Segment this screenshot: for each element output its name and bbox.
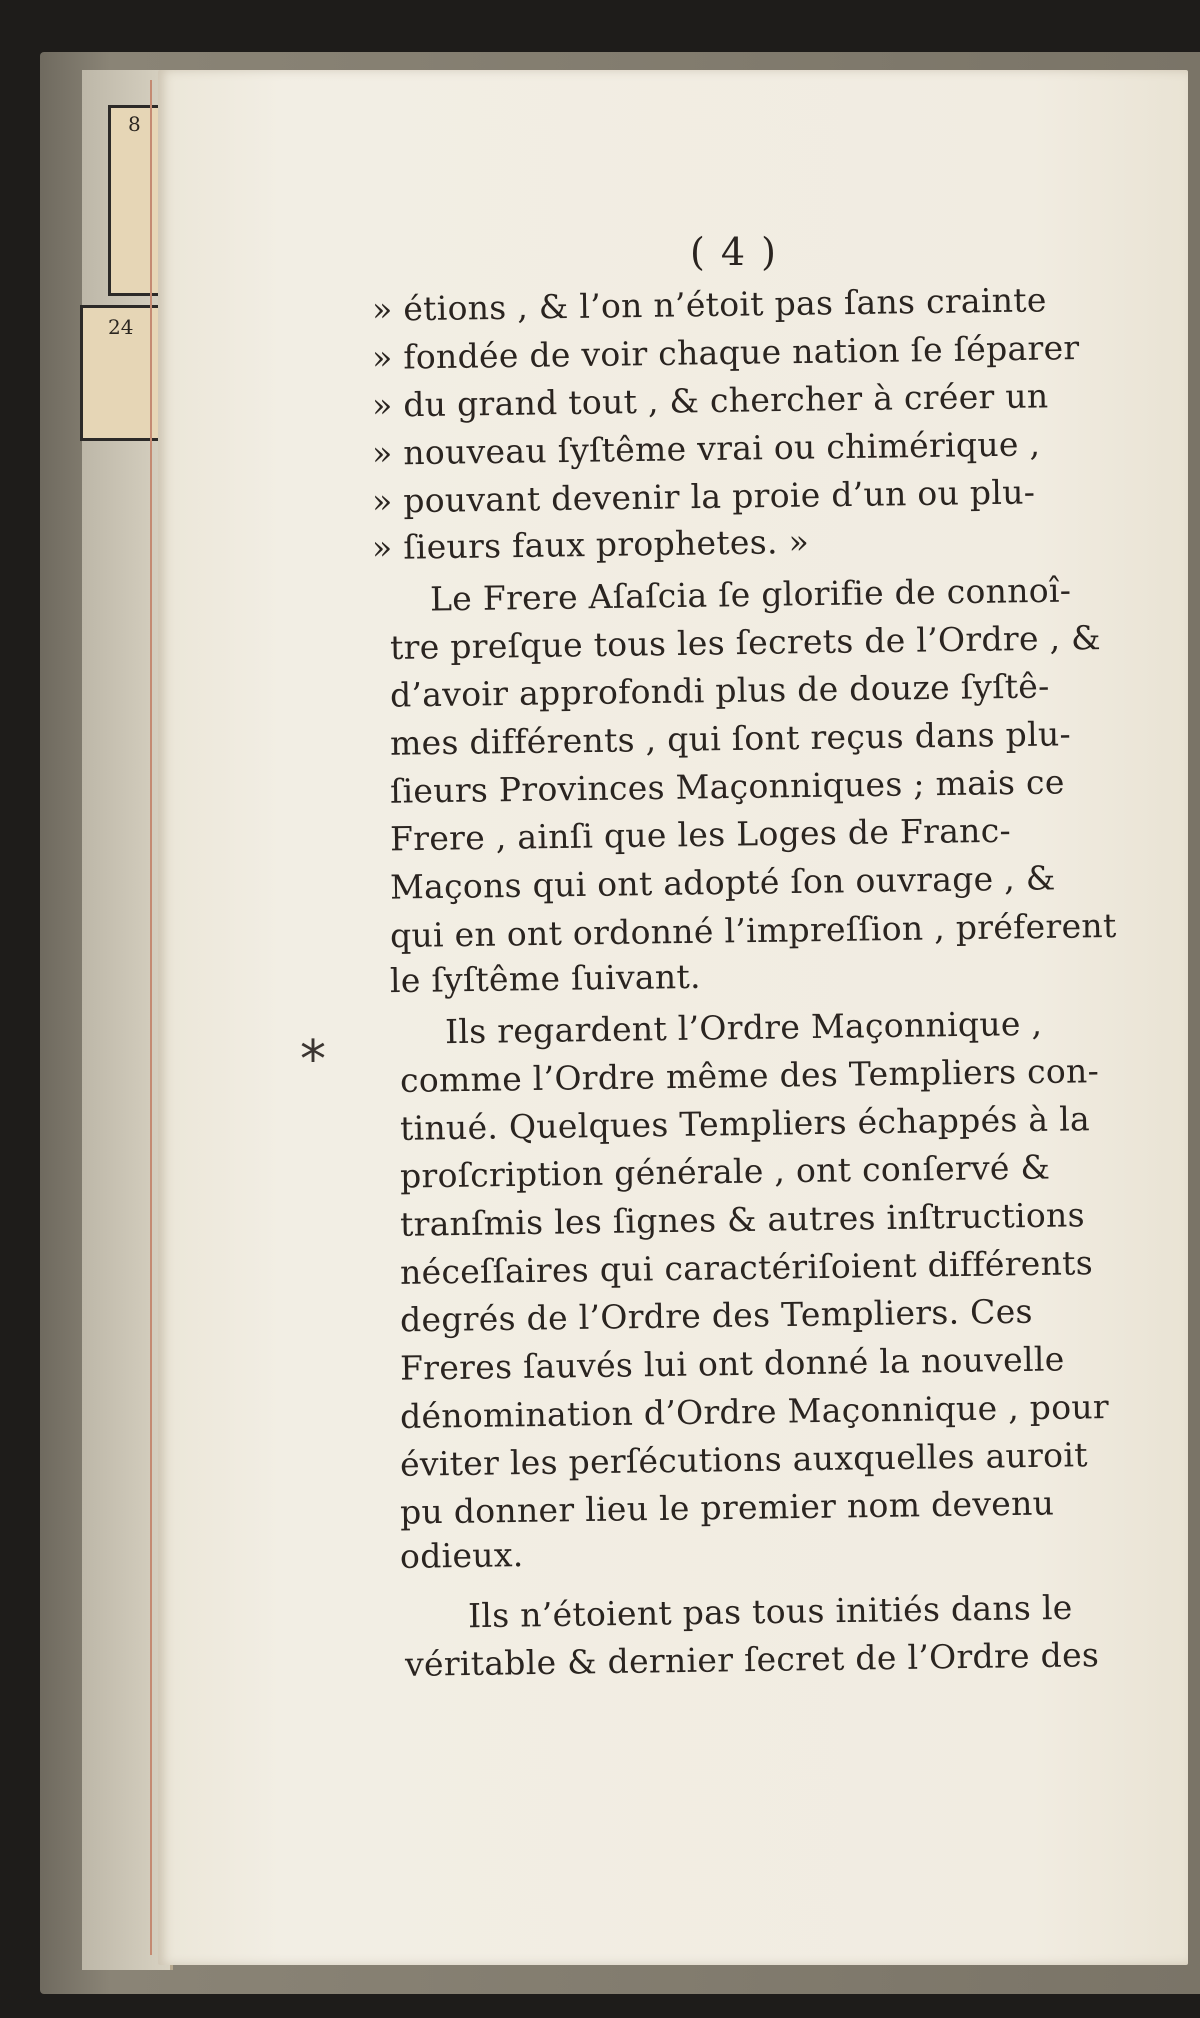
text-line: » du grand tout , & chercher à créer un (371, 376, 1049, 425)
text-line: véritable & dernier ſecret de l’Ordre des (404, 1635, 1100, 1684)
text-line: qui en ont ordonné l’impreſſion , préferent (389, 905, 1117, 956)
text-line: tre preſque tous les ſecrets de l’Ordre , & (389, 618, 1102, 667)
margin-mark: * (300, 1030, 326, 1090)
text-line: Frere , ainſi que les Loges de Franc- (389, 810, 1012, 859)
text-line: proſcription générale , ont conſervé & (399, 1147, 1051, 1196)
text-line: odieux. (399, 1535, 524, 1576)
text-line: degrés de l’Ordre des Templiers. Ces (399, 1291, 1034, 1340)
text-line: Freres ſauvés lui ont donné la nouvelle (399, 1339, 1065, 1388)
text-line: d’avoir approfondi plus de douze ſyſtê- (389, 666, 1050, 715)
text-line: Le Frere Aſaſcia ſe glorifie de connoî- (429, 570, 1072, 619)
text-line: ſieurs Provinces Maçonniques ; mais ce (389, 762, 1065, 811)
text-line: néceſſaires qui caractériſoient différents (399, 1243, 1094, 1292)
text-line: Ils n’étoient pas tous initiés dans le (467, 1587, 1073, 1636)
text-line: tinué. Quelques Templiers échappés à la (399, 1099, 1091, 1148)
text-line: » étions , & l’on n’étoit pas ſans crainte (371, 280, 1047, 329)
text-line: mes différents , qui ſont reçus dans plu- (389, 714, 1072, 763)
text-line: dénomination d’Ordre Maçonnique , pour (399, 1387, 1110, 1436)
text-line: » ſieurs faux prophetes. » (371, 521, 810, 568)
page-number: ( 4 ) (690, 230, 778, 274)
tab-label-lower: 24 (108, 315, 134, 339)
text-line: comme l’Ordre même des Templiers con- (399, 1051, 1100, 1100)
text-line: » nouveau ſyſtême vrai ou chimérique , (371, 424, 1041, 473)
text-line: pu donner lieu le premier nom devenu (399, 1483, 1055, 1532)
text-line: le ſyſtême ſuivant. (389, 956, 702, 1001)
text-line: » fondée de voir chaque nation ſe ſéparer (371, 328, 1080, 377)
text-line: tranſmis les ſignes & autres inſtructions (399, 1195, 1086, 1244)
text-line: » pouvant devenir la proie d’un ou plu- (371, 472, 1036, 521)
text-line: Maçons qui ont adopté ſon ouvrage , & (389, 858, 1056, 907)
text-line: Ils regardent l’Ordre Maçonnique , (444, 1003, 1043, 1052)
tab-label-upper: 8 (128, 112, 141, 136)
text-line: éviter les perſécutions auxquelles auroit (399, 1435, 1089, 1484)
